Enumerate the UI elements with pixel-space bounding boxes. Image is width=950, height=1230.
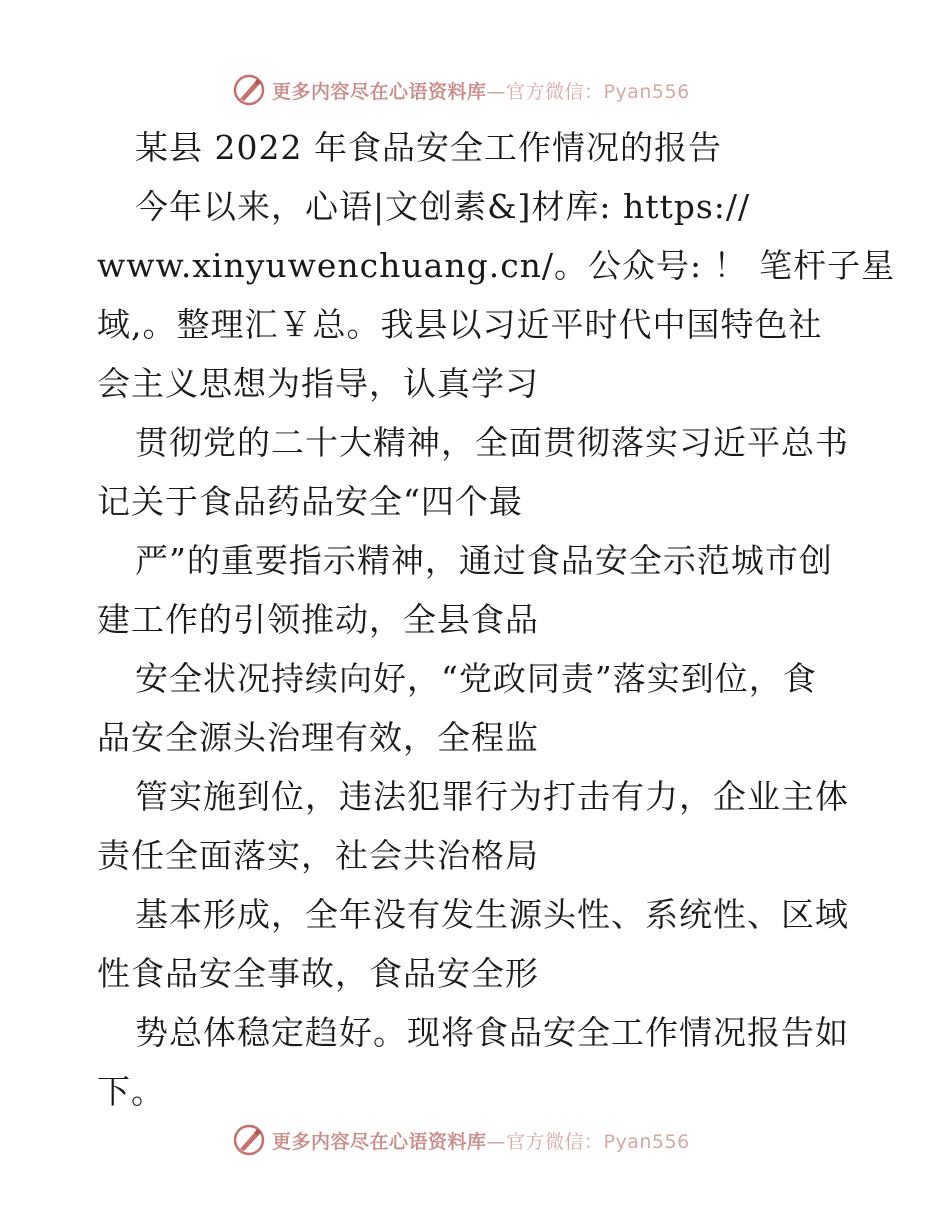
pen-logo-icon — [232, 73, 266, 107]
document-title: 某县 2022 年食品安全工作情况的报告 — [135, 128, 722, 167]
text-line: 品安全源头治理有效，全程监 — [97, 718, 539, 757]
document-body — [97, 118, 896, 1121]
header-watermark — [232, 70, 712, 110]
watermark-separator: — — [486, 1130, 507, 1153]
text-line: 域,。整理汇￥总。我县以习近平时代中国特色社 — [97, 305, 823, 344]
text-line: 会主义思想为指导，认真学习 — [97, 364, 539, 403]
text-line: 安全状况持续向好，“党政同责”落实到位，食 — [135, 659, 817, 698]
text-line: 严”的重要指示精神，通过食品安全示范城市创 — [135, 541, 833, 580]
text-line: www.xinyuwenchuang.cn/。公众号: ！ 笔杆子星 — [97, 246, 896, 285]
watermark-contact: 官方微信：Pyan556 — [506, 80, 690, 103]
watermark-separator: — — [486, 80, 507, 103]
text-line: 今年以来，心语|文创素&]材库: https:// — [135, 187, 751, 226]
watermark-brand: 更多内容尽在心语资料库 — [272, 80, 487, 103]
pen-logo-icon — [232, 1123, 266, 1157]
watermark-text — [272, 1127, 690, 1154]
text-line: 贯彻党的二十大精神，全面贯彻落实习近平总书 — [135, 423, 849, 462]
text-line: 性食品安全事故，食品安全形 — [97, 954, 539, 993]
text-line: 基本形成，全年没有发生源头性、系统性、区域 — [135, 895, 849, 934]
text-line: 记关于食品药品安全“四个最 — [97, 482, 523, 521]
text-line: 责任全面落实，社会共治格局 — [97, 836, 539, 875]
watermark-text — [272, 77, 690, 104]
watermark-brand: 更多内容尽在心语资料库 — [272, 1130, 487, 1153]
footer-watermark — [232, 1120, 712, 1160]
text-line: 下。 — [97, 1072, 165, 1111]
text-line: 建工作的引领推动，全县食品 — [97, 600, 539, 639]
text-line: 管实施到位，违法犯罪行为打击有力，企业主体 — [135, 777, 849, 816]
watermark-contact: 官方微信：Pyan556 — [506, 1130, 690, 1153]
text-line: 势总体稳定趋好。现将食品安全工作情况报告如 — [135, 1013, 849, 1052]
